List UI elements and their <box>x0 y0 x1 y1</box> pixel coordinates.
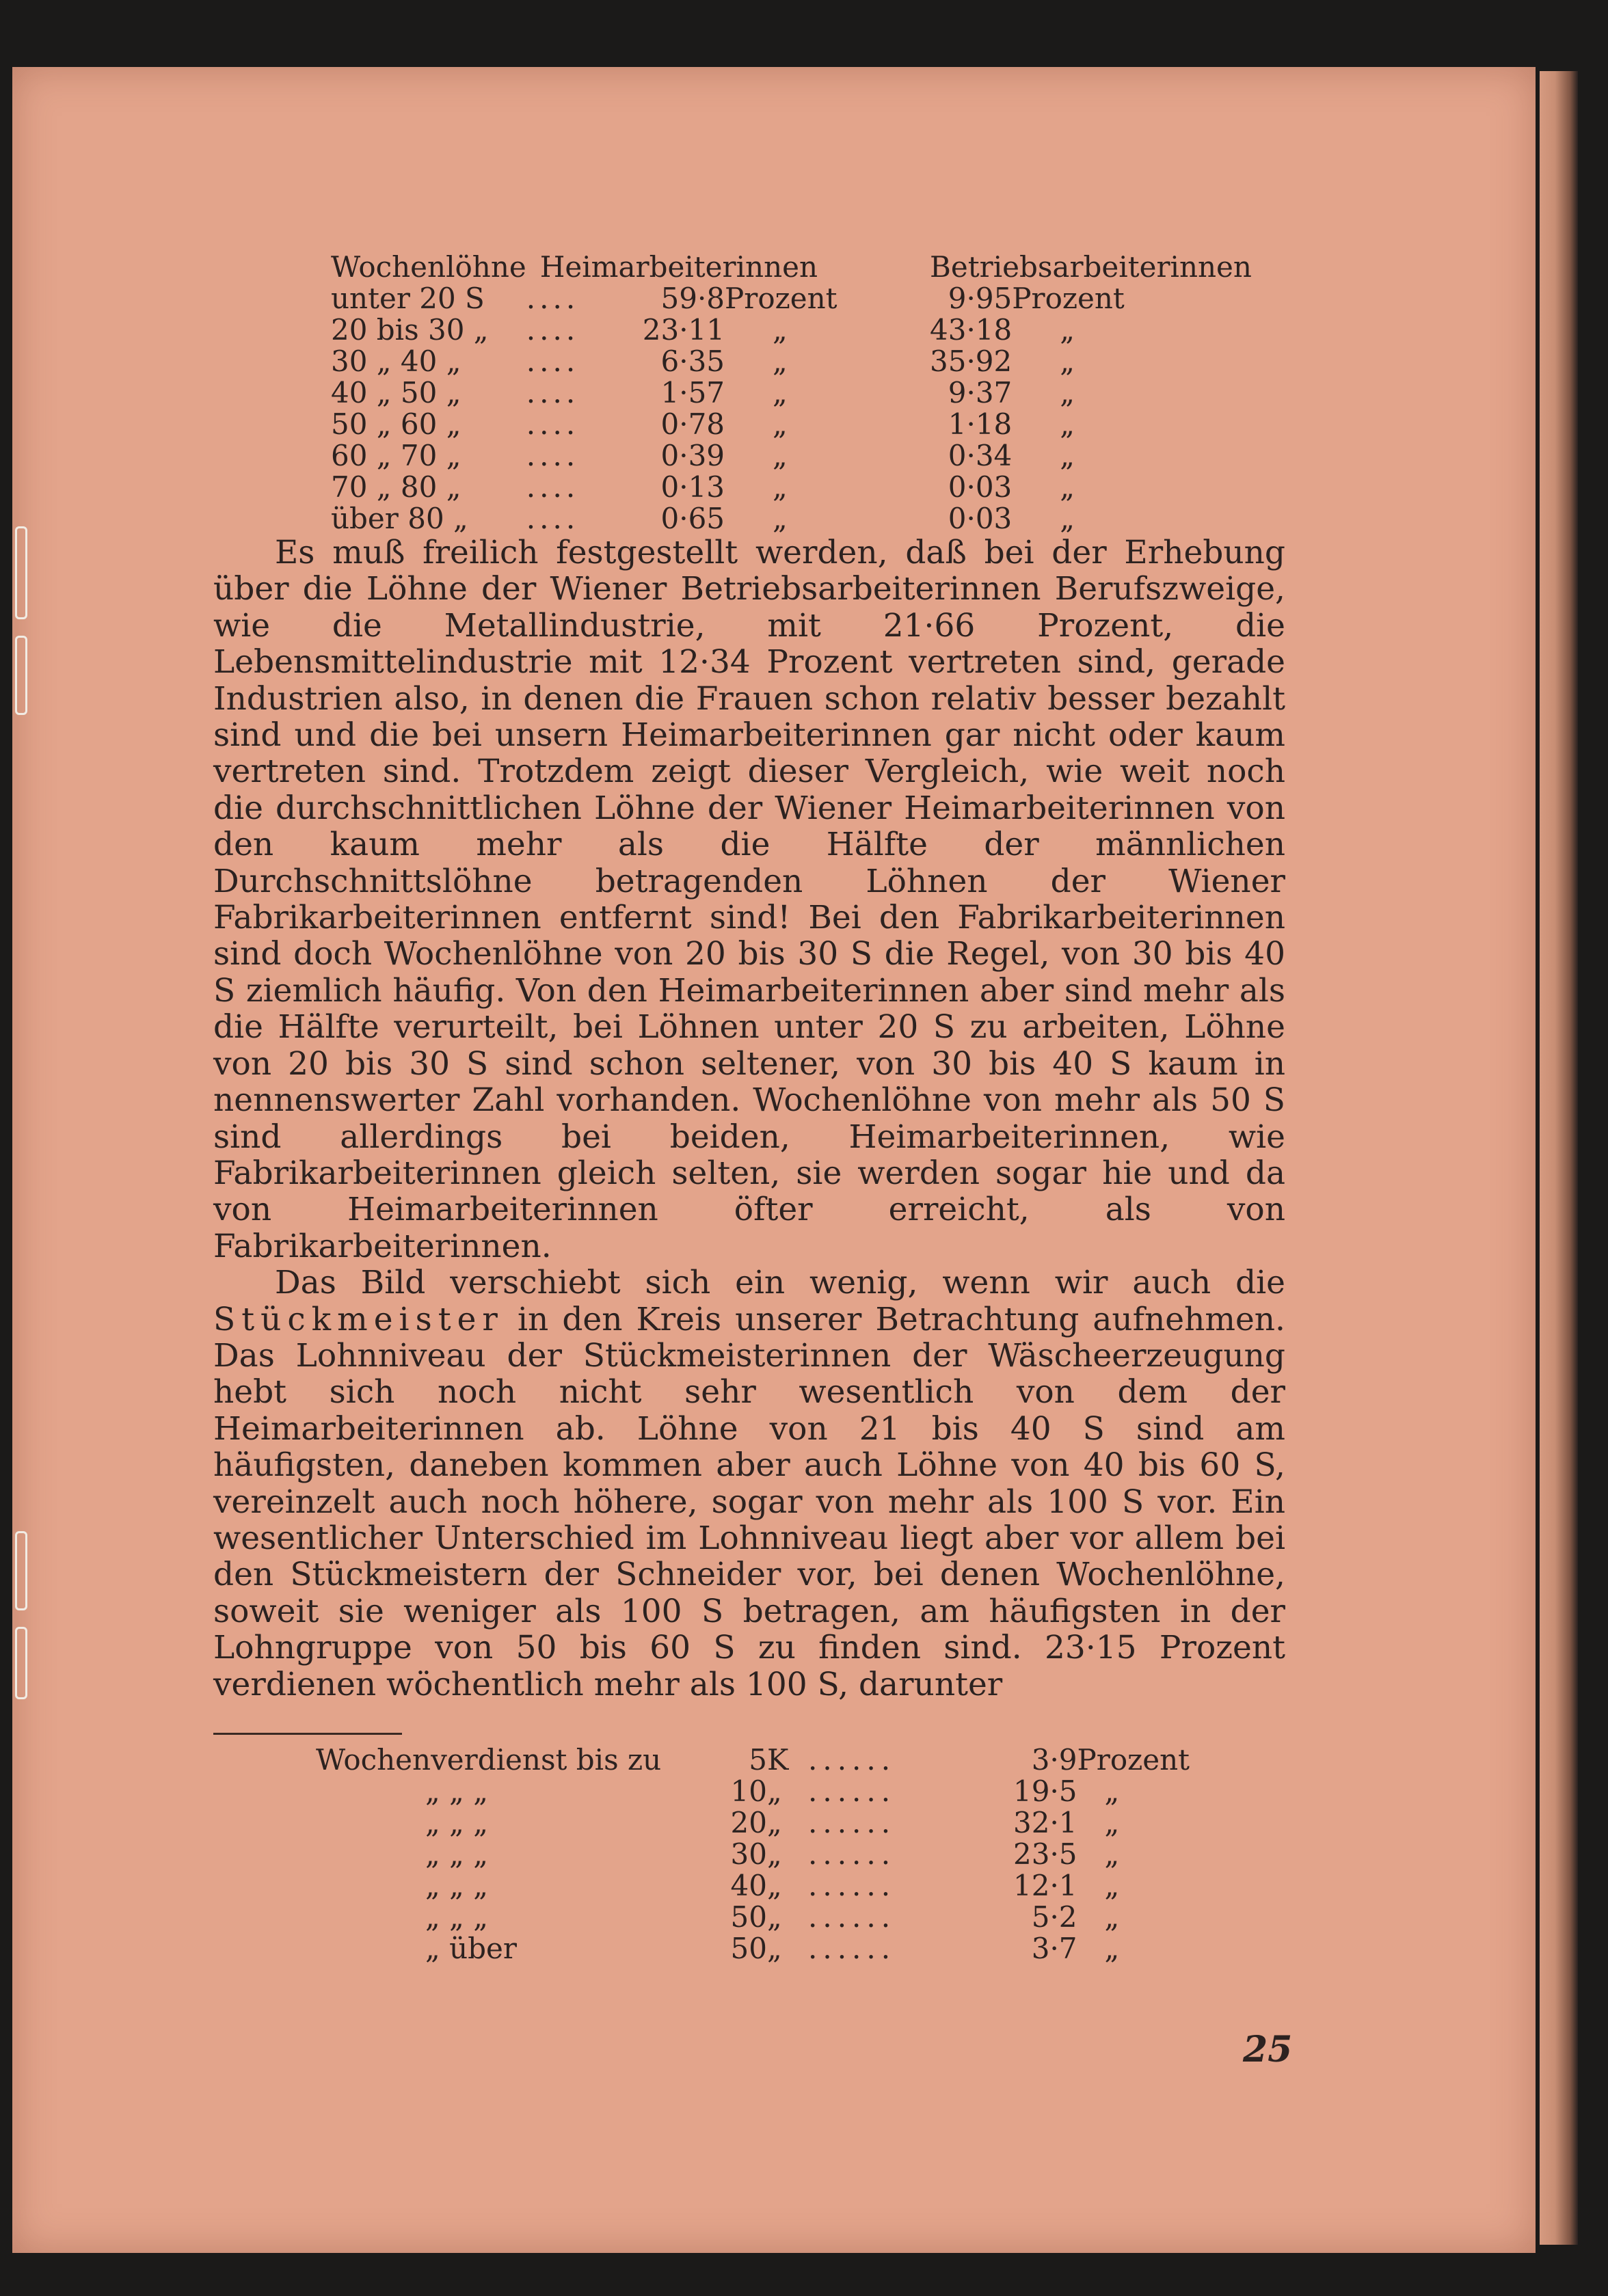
table-row <box>316 1776 1190 1807</box>
earnings-percent: 19·5 <box>1013 1774 1077 1808</box>
homeworker-value: 0·13 <box>660 470 725 504</box>
factory-unit: „ <box>1060 376 1075 409</box>
wage-range: über 80 „ <box>331 502 468 535</box>
table-row <box>316 1807 1190 1839</box>
earnings-label: Wochenverdienst bis zu <box>316 1743 662 1777</box>
homeworker-value: 0·65 <box>660 502 725 535</box>
leader-dots: ...... <box>808 1900 896 1934</box>
earnings-percent: 12·1 <box>1013 1869 1077 1902</box>
earnings-unit: „ <box>767 1900 782 1934</box>
wage-range: 60 „ 70 „ <box>331 439 461 472</box>
paragraph-piece-masters-intro: Das Bild verschiebt sich ein wenig, wenn wir auch die <box>275 1264 1285 1302</box>
footnote-rule <box>213 1733 402 1735</box>
factory-unit: „ <box>1060 313 1075 347</box>
earnings-label: „ über <box>425 1932 517 1965</box>
header-homeworkers: Heimarbeiterinnen <box>539 250 818 284</box>
earnings-amount: 5 <box>749 1743 767 1777</box>
wage-table-header <box>331 252 1252 283</box>
factory-unit: Prozent <box>1012 282 1125 315</box>
earnings-unit: „ <box>767 1932 782 1965</box>
leader-dots: .... <box>526 470 580 504</box>
earnings-amount: 50 <box>730 1900 767 1934</box>
leader-dots: .... <box>526 407 580 441</box>
table-row <box>316 1933 1190 1964</box>
leader-dots: ...... <box>808 1837 896 1871</box>
homeworker-unit: Prozent <box>725 282 838 315</box>
leader-dots: .... <box>526 439 580 472</box>
percent-unit: „ <box>1104 1900 1120 1934</box>
table-row <box>331 346 1252 377</box>
homeworker-value: 0·39 <box>660 439 725 472</box>
homeworker-unit: „ <box>773 345 788 378</box>
table-row <box>331 472 1252 503</box>
factory-unit: „ <box>1060 470 1075 504</box>
leader-dots: .... <box>526 282 580 315</box>
wage-range: 30 „ 40 „ <box>331 345 461 378</box>
leader-dots: ...... <box>808 1869 896 1902</box>
wage-range: 40 „ 50 „ <box>331 376 461 409</box>
homeworker-value: 59·8 <box>660 282 725 315</box>
homeworker-value: 1·57 <box>660 376 725 409</box>
factory-unit: „ <box>1060 407 1075 441</box>
earnings-amount: 30 <box>730 1837 767 1871</box>
wage-range: 70 „ 80 „ <box>331 470 461 504</box>
factory-value: 9·37 <box>948 376 1013 409</box>
homeworker-unit: „ <box>773 407 788 441</box>
homeworker-value: 0·78 <box>660 407 725 441</box>
earnings-unit: K <box>767 1743 789 1777</box>
earnings-amount: 50 <box>730 1932 767 1965</box>
header-wages: Wochenlöhne <box>331 250 526 284</box>
table-row <box>331 503 1252 535</box>
wage-range: 20 bis 30 „ <box>331 313 489 347</box>
earnings-percent: 23·5 <box>1013 1837 1077 1871</box>
table-row <box>316 1839 1190 1870</box>
wage-table <box>331 252 1252 535</box>
percent-unit: Prozent <box>1077 1743 1190 1777</box>
earnings-label: „ „ „ <box>425 1900 488 1934</box>
staple-top-left <box>15 526 27 619</box>
table-row <box>331 440 1252 472</box>
paragraph-piece-masters <box>213 1265 1285 1703</box>
factory-value: 0·03 <box>948 470 1013 504</box>
staple-bottom-left <box>15 1531 27 1610</box>
footnote-table <box>316 1744 1190 1964</box>
earnings-percent: 3·9 <box>1031 1743 1077 1777</box>
table-row <box>331 283 1252 314</box>
page-number: 25 <box>1243 2029 1293 2070</box>
factory-value: 9·95 <box>948 282 1013 315</box>
emphasized-term: Stückmeister <box>213 1300 504 1338</box>
earnings-unit: „ <box>767 1774 782 1808</box>
page-content <box>213 252 1285 1964</box>
wage-range: 50 „ 60 „ <box>331 407 461 441</box>
earnings-amount: 40 <box>730 1869 767 1902</box>
leader-dots: ...... <box>808 1743 896 1777</box>
table-row <box>331 377 1252 409</box>
wage-range: unter 20 S <box>331 282 485 315</box>
leader-dots: .... <box>526 502 580 535</box>
earnings-unit: „ <box>767 1806 782 1839</box>
earnings-label: „ „ „ <box>425 1837 488 1871</box>
leader-dots: ...... <box>808 1932 896 1965</box>
factory-unit: „ <box>1060 439 1075 472</box>
earnings-unit: „ <box>767 1869 782 1902</box>
percent-unit: „ <box>1104 1932 1120 1965</box>
earnings-percent: 3·7 <box>1031 1932 1077 1965</box>
leader-dots: ...... <box>808 1774 896 1808</box>
percent-unit: „ <box>1104 1837 1120 1871</box>
leader-dots: ...... <box>808 1806 896 1839</box>
table-row <box>331 409 1252 440</box>
homeworker-unit: „ <box>773 470 788 504</box>
homeworker-unit: „ <box>773 502 788 535</box>
earnings-percent: 5·2 <box>1031 1900 1077 1934</box>
staple-top-right <box>15 636 27 715</box>
factory-value: 0·34 <box>948 439 1013 472</box>
percent-unit: „ <box>1104 1869 1120 1902</box>
leader-dots: .... <box>526 313 580 347</box>
table-row <box>316 1902 1190 1933</box>
percent-unit: „ <box>1104 1774 1120 1808</box>
factory-unit: „ <box>1060 345 1075 378</box>
earnings-label: „ „ „ <box>425 1774 488 1808</box>
leader-dots: .... <box>526 345 580 378</box>
earnings-amount: 10 <box>730 1774 767 1808</box>
homeworker-unit: „ <box>773 376 788 409</box>
factory-value: 0·03 <box>948 502 1013 535</box>
factory-value: 35·92 <box>930 345 1013 378</box>
homeworker-unit: „ <box>773 313 788 347</box>
page-edge <box>1540 71 1578 2245</box>
homeworker-value: 6·35 <box>660 345 725 378</box>
factory-value: 1·18 <box>948 407 1013 441</box>
earnings-unit: „ <box>767 1837 782 1871</box>
staple-bottom-right <box>15 1627 27 1699</box>
table-row <box>316 1870 1190 1902</box>
earnings-label: „ „ „ <box>425 1869 488 1902</box>
table-row <box>331 314 1252 346</box>
homeworker-unit: „ <box>773 439 788 472</box>
factory-value: 43·18 <box>930 313 1013 347</box>
percent-unit: „ <box>1104 1806 1120 1839</box>
paragraph-comparison: Es muß freilich festgestellt werden, daß bei der Erhebung über die Löhne der Wiener Betriebsarbeiterinnen Berufszweige, wie die Metallindustrie, mit 21·66 Prozent, die Lebensmittelindustrie mit 12·34 Prozent vertreten sind, gerade Industrien also, in denen die Frauen schon relativ besser bezahlt sind und die bei unsern Heimarbeiterinnen gar nicht oder kaum vertreten sind. Trotzdem zeigt dieser Vergleich, wie weit noch die durchschnittlichen Löhne der Wiener Heimarbeiterinnen von den kaum mehr als die Hälfte der männlichen Durchschnittslöhne betragenden Löhnen der Wiener Fabrikarbeiterinnen entfernt sind! Bei den Fabrikarbeiterinnen sind doch Wochenlöhne von 20 bis 30 S die Regel, von 30 bis 40 S ziemlich häufig. Von den Heimarbeiterinnen aber sind mehr als die Hälfte verurteilt, bei Löhnen unter 20 S zu arbeiten, Löhne von 20 bis 30 S sind schon seltener, von 30 bis 40 S kaum in nennenswerter Zahl vorhanden. Wochenlöhne von mehr als 50 S sind allerdings bei beiden, Heimarbeiterinnen, wie Fabrikarbeiterinnen gleich selten, sie werden sogar hie und da von Heimarbeiterinnen öfter erreicht, als von Fabrikarbeiterinnen. <box>213 534 1285 1265</box>
paragraph-piece-masters-rest: in den Kreis unserer Betrachtung aufnehmen. Das Lohnniveau der Stückmeisterinnen der Wäscheerzeugung hebt sich noch nicht sehr wesentlich von dem der Heimarbeiterinnen ab. Löhne von 21 bis 40 S sind am häufigsten, daneben kommen aber auch Löhne von 40 bis 60 S, vereinzelt auch noch höhere, sogar von mehr als 100 S vor. Ein wesentlicher Unterschied im Lohnniveau liegt aber vor allem bei den Stückmeistern der Schneider vor, bei denen Wochenlöhne, soweit sie weniger als 100 S betragen, am häufigsten in der Lohngruppe von 50 bis 60 S zu finden sind. 23·15 Prozent verdienen wöchentlich mehr als 100 S, darunter <box>213 1300 1285 1703</box>
table-row <box>316 1744 1190 1776</box>
homeworker-value: 23·11 <box>642 313 725 347</box>
earnings-percent: 32·1 <box>1013 1806 1077 1839</box>
leader-dots: .... <box>526 376 580 409</box>
earnings-label: „ „ „ <box>425 1806 488 1839</box>
earnings-amount: 20 <box>730 1806 767 1839</box>
factory-unit: „ <box>1060 502 1075 535</box>
header-factory: Betriebsarbeiterinnen <box>930 250 1252 284</box>
